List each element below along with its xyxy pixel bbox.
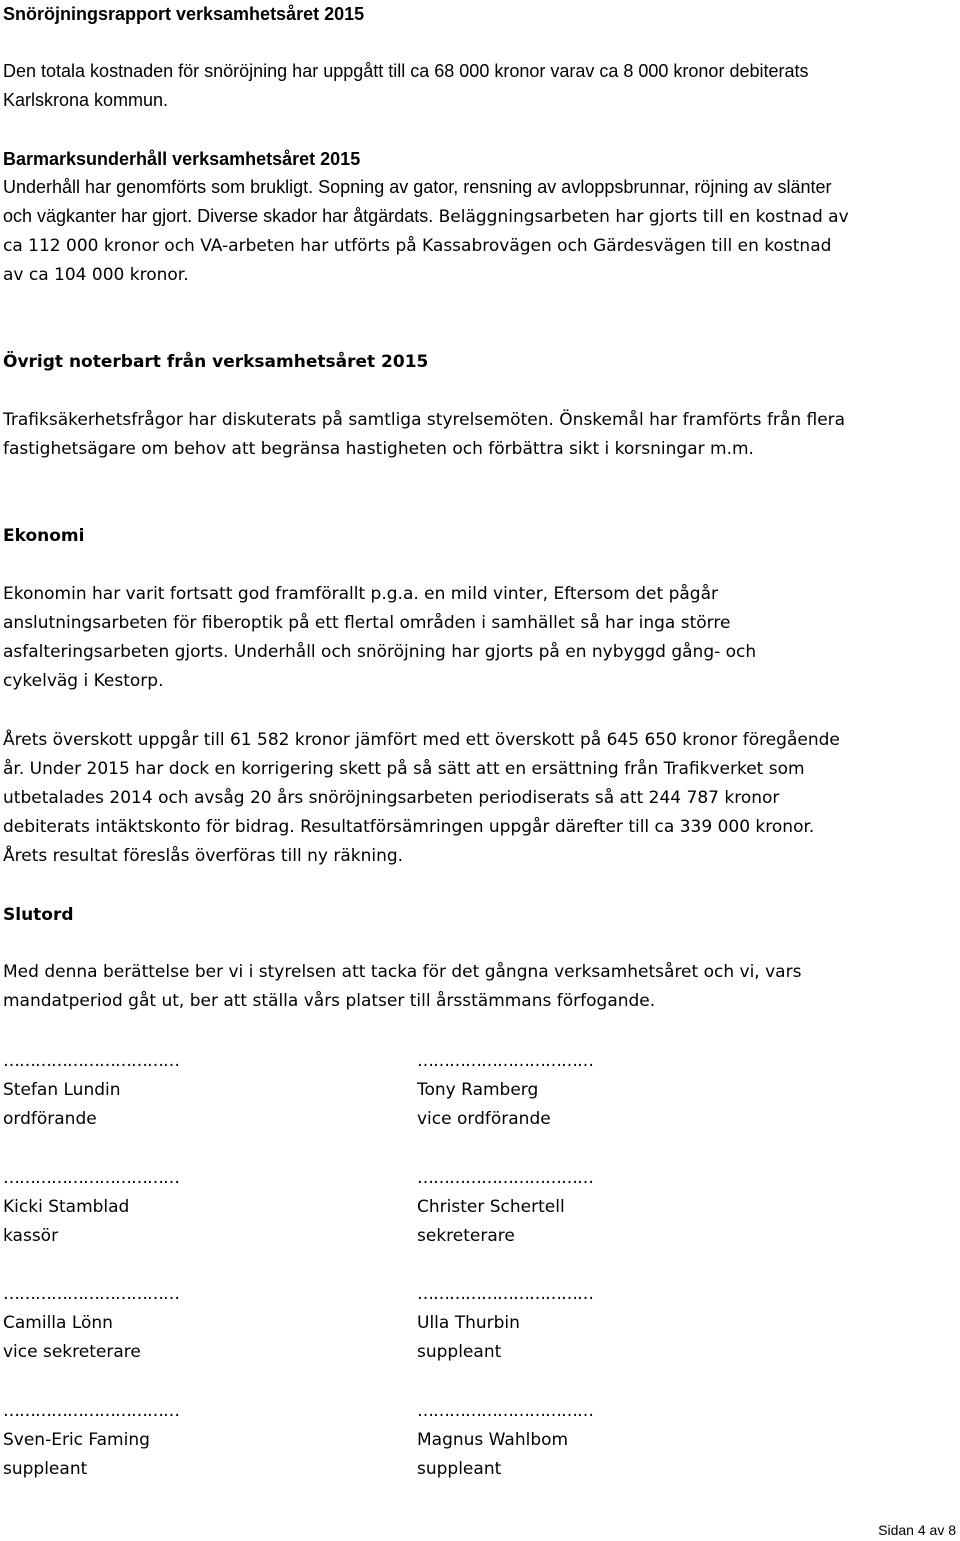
signature-block xyxy=(3,1047,333,1134)
signature-line: …………………………… xyxy=(417,1168,593,1188)
signer-name: Christer Schertell xyxy=(417,1197,565,1217)
signature-line: …………………………… xyxy=(3,1284,179,1304)
barmark-heading: Barmarksunderhåll verksamhetsåret 2015 xyxy=(3,149,361,169)
signer-name: Camilla Lönn xyxy=(3,1313,113,1333)
signature-line: …………………………… xyxy=(417,1284,593,1304)
signer-role: ordförande xyxy=(3,1109,97,1129)
signature-line: …………………………… xyxy=(417,1401,593,1421)
signer-name: Magnus Wahlbom xyxy=(417,1430,569,1450)
signer-role: kassör xyxy=(3,1226,59,1246)
signer-role: vice ordförande xyxy=(417,1109,551,1129)
snow-report-text: Den totala kostnaden för snöröjning har uppgått till ca 68 000 kronor varav ca 8 000 kronor debiterats Karlskrona kommun. xyxy=(3,61,809,110)
other-notes-heading: Övrigt noterbart från verksamhetsåret 2015 xyxy=(3,352,429,372)
signer-role: suppleant xyxy=(417,1342,502,1362)
signer-name: Sven-Eric Faming xyxy=(3,1430,150,1450)
signer-role: suppleant xyxy=(3,1459,88,1479)
signature-block xyxy=(417,1397,747,1484)
other-notes-text: Trafiksäkerhetsfrågor har diskuterats på samtliga styrelsemöten. Önskemål har framförts från flera fastighetsägare om behov att begränsa hastigheten och förbättra sikt i korsningar m.m. xyxy=(3,410,846,459)
barmark-text xyxy=(3,173,853,290)
signature-line: …………………………… xyxy=(3,1401,179,1421)
signer-role: vice sekreterare xyxy=(3,1342,141,1362)
signature-block xyxy=(3,1397,333,1484)
signer-name: Kicki Stamblad xyxy=(3,1197,130,1217)
signer-role: suppleant xyxy=(417,1459,502,1479)
signature-block xyxy=(417,1164,747,1251)
signer-name: Stefan Lundin xyxy=(3,1080,121,1100)
signature-block xyxy=(3,1280,333,1367)
signature-line: …………………………… xyxy=(3,1051,179,1071)
signature-block xyxy=(417,1047,747,1134)
barmark-text-part-2: Beläggningsarbeten har gjorts till en kostnad av ca 112 000 kronor och VA-arbeten har utförts på Kassabrovägen och Gärdesvägen till en kostnad av ca 104 000 kronor. xyxy=(3,207,849,285)
signer-name: Ulla Thurbin xyxy=(417,1313,520,1333)
signature-line: …………………………… xyxy=(417,1051,593,1071)
signature-block xyxy=(3,1164,333,1251)
signature-block xyxy=(417,1280,747,1367)
signer-name: Tony Ramberg xyxy=(417,1080,539,1100)
snow-report-heading: Snöröjningsrapport verksamhetsåret 2015 xyxy=(3,4,365,24)
signer-role: sekreterare xyxy=(417,1226,515,1246)
closing-text: Med denna berättelse ber vi i styrelsen att tacka för det gångna verksamhetsåret och vi, vars mandatperiod gåt ut, ber att ställa vårs platser till årsstämmans förfogande. xyxy=(3,962,802,1011)
economy-heading: Ekonomi xyxy=(3,526,85,546)
signature-line: …………………………… xyxy=(3,1168,179,1188)
economy-text-1: Ekonomin har varit fortsatt god framförallt p.g.a. en mild vinter, Eftersom det pågår anslutningsarbeten för fiberoptik på ett flertal områden i samhället så har inga större asfalteringsarbeten gjorts. Underhåll och snöröjning har gjorts på en nybyggd gång- och cykelväg i Kestorp. xyxy=(3,584,757,691)
page-number: Sidan 4 av 8 xyxy=(878,1522,956,1538)
closing-heading: Slutord xyxy=(3,905,74,925)
barmark-text-part-1: Underhåll har genomförts som brukligt. Sopning av gator, rensning av avloppsbrunnar, röjning av slänter och vägkanter har gjort. Diverse skador har åtgärdats. xyxy=(3,177,832,226)
economy-text-2: Årets överskott uppgår till 61 582 kronor jämfört med ett överskott på 645 650 kronor föregående år. Under 2015 har dock en korrigering skett på så sätt att en ersättning från Trafikverket som utbetalades 2014 och avsåg 20 års snöröjningsarbeten periodiserats så att 244 787 kronor debiterats intäktskonto för bidrag. Resultatförsämringen uppgår därefter till ca 339 000 kronor. Årets resultat föreslås överföras till ny räkning. xyxy=(3,730,840,866)
